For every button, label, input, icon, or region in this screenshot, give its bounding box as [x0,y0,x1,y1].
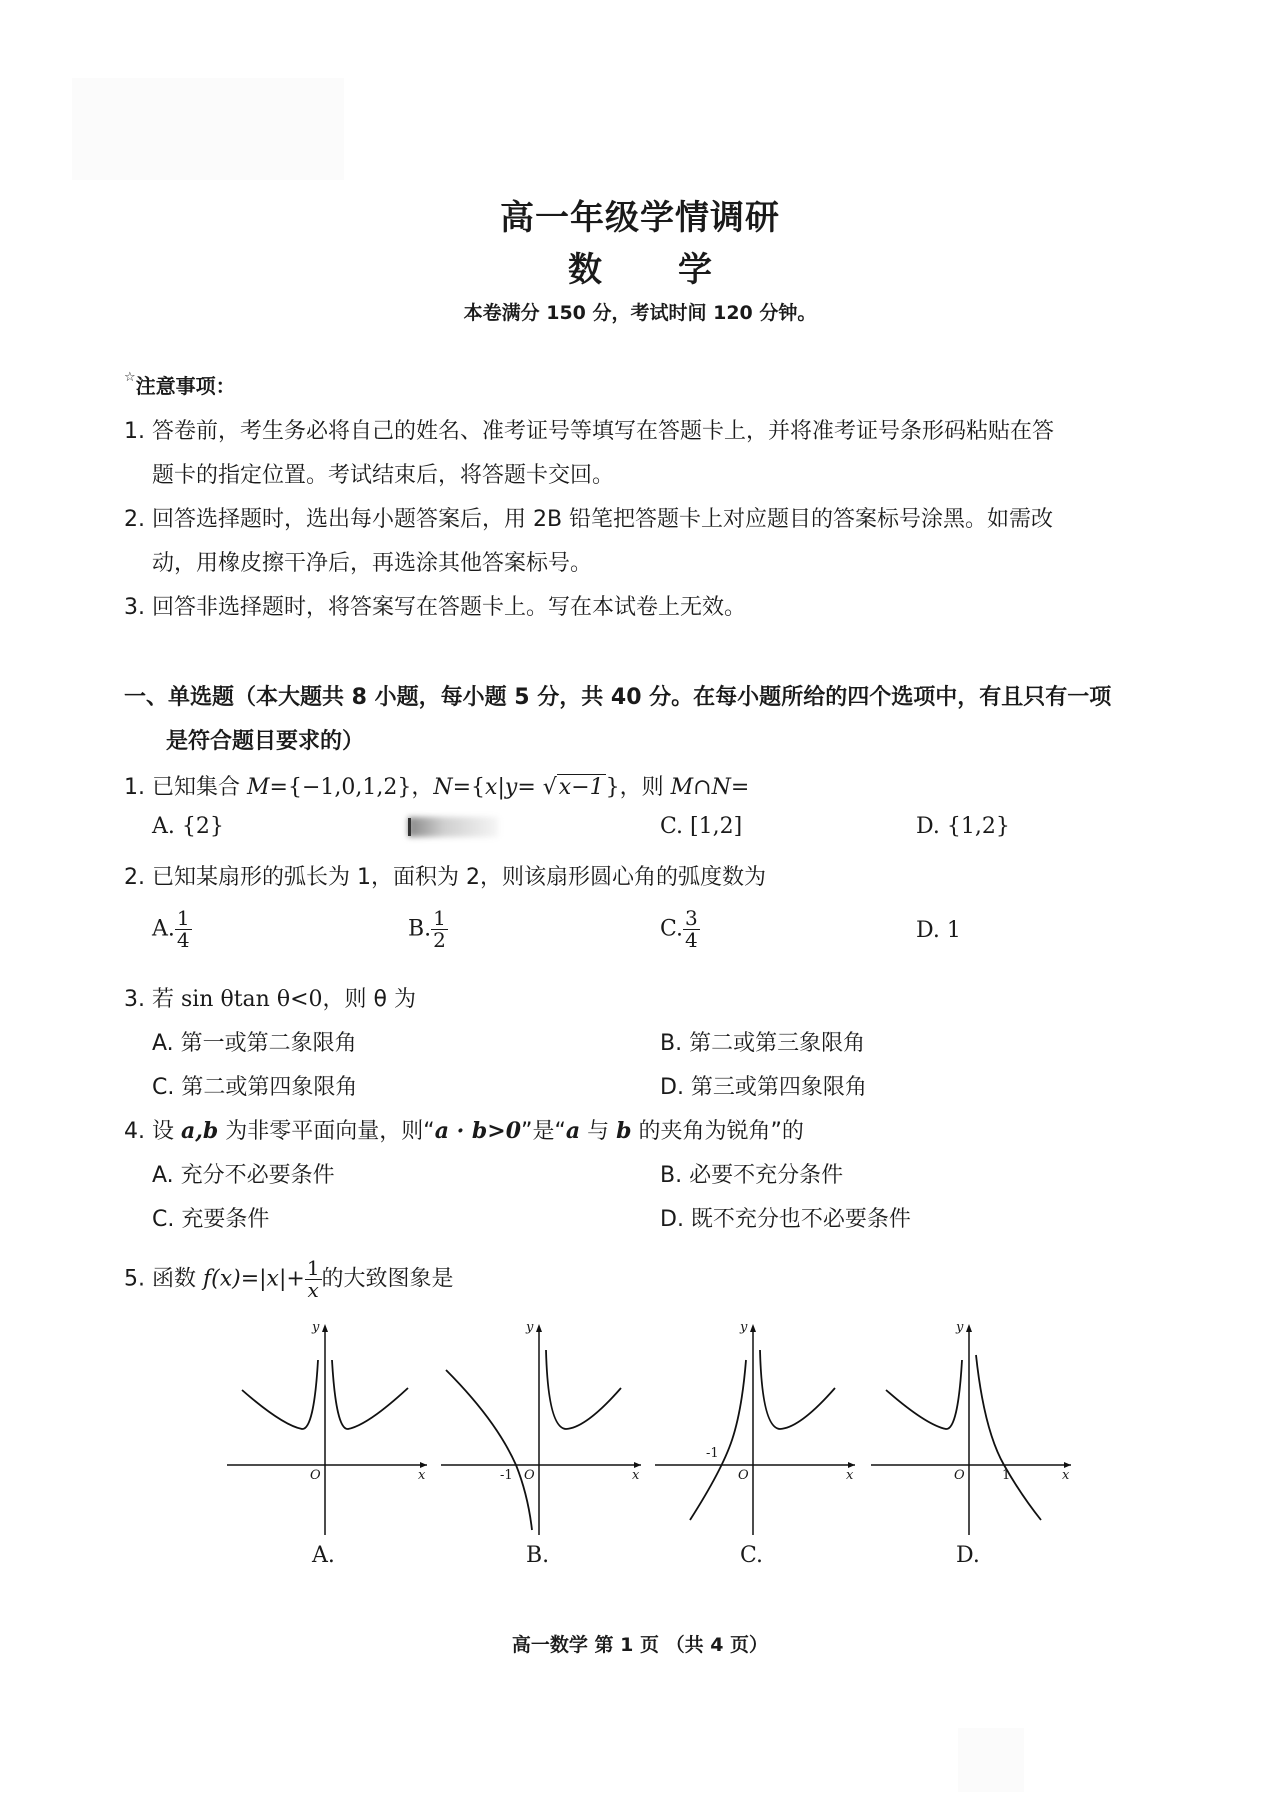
q3-option-a: A. 第一或第二象限角 [152,1031,357,1056]
numerator: 1 [176,906,190,930]
fraction [431,908,448,951]
graph-option-b [436,1320,646,1540]
denominator: x [307,1278,319,1302]
scan-artifact-bottom-right [958,1728,1024,1792]
q4-condition: a · b>0 [434,1118,522,1144]
q2-option-b [408,908,448,951]
q4-with: 与 [580,1119,617,1144]
graph-a-plot [222,1320,432,1540]
x-axis-label: x [632,1468,640,1483]
graph-option-a [222,1320,432,1540]
star-icon: ☆ [124,370,136,385]
q4-option-a: A. 充分不必要条件 [152,1163,335,1188]
graph-c-label: C. [740,1543,764,1568]
fraction [305,1258,322,1301]
denominator: 4 [176,928,190,952]
q4-suffix: 的夹角为锐角”的 [631,1119,804,1144]
notice-item-2-line-1: 2. 回答选择题时，选出每小题答案后，用 2B 铅笔把答题卡上对应题目的答案标号涂黑。如需改 [124,507,1054,532]
q1-bar: | [497,775,505,800]
q4-option-d: D. 既不充分也不必要条件 [660,1207,911,1232]
graph-b-label: B. [526,1543,550,1568]
numerator: 1 [433,906,446,930]
x-axis-label: x [846,1468,854,1483]
notice-heading [124,370,236,399]
notice-item-1-line-1: 1. 答卷前，考生务必将自己的姓名、准考证号等填写在答题卡上，并将准考证号条形码粘贴在答 [124,419,1054,444]
q1-eq1: ={−1,0,1,2}， [269,775,434,800]
graph-option-c [650,1320,860,1540]
tick-label: -1 [500,1468,513,1483]
q4-a: a [565,1118,581,1144]
q2-option-d: D. 1 [916,918,961,943]
origin-label: O [524,1468,535,1483]
q4-mid: 为非零平面向量，则“ [218,1119,435,1144]
q2-c-label: C. [660,916,684,942]
fraction [175,908,192,951]
question-3-stem [124,982,416,1013]
numerator: 3 [685,906,698,930]
notice-heading-text: 注意事项： [135,374,236,398]
x-axis-label: x [418,1468,426,1483]
q1-eq4: }，则 [605,775,671,800]
graph-b-plot [436,1320,646,1540]
q3-option-d: D. 第三或第四象限角 [660,1075,867,1100]
q1-eq3: = [517,775,543,800]
page-footer: 高一数学 第 1 页 （共 4 页） [511,1634,769,1656]
y-axis-label: y [312,1320,320,1335]
denominator: 2 [433,928,446,952]
q3-suffix: ，则 θ 为 [322,987,416,1012]
q1-option-c: C. [1,2] [660,814,743,839]
q3-option-c: C. 第二或第四象限角 [152,1075,358,1100]
q3-expr: sin θtan θ<0 [180,987,323,1012]
q4-b: b [616,1118,632,1144]
q1-option-b-redacted [408,817,498,837]
q1-option-d: D. {1,2} [916,814,1010,839]
q5-function: f(x)=|x|+ [202,1266,305,1292]
q1-sqrt-content: x−1 [558,775,604,800]
graph-a-label: A. [312,1543,335,1568]
q1-x: x [485,775,498,800]
graph-d-plot [866,1320,1076,1540]
question-2-stem: 2. 已知某扇形的弧长为 1，面积为 2，则该扇形圆心角的弧度数为 [124,865,766,890]
subject-char-2: 学 [678,250,712,290]
question-1-stem [124,770,749,801]
q2-option-c [660,908,700,951]
q1-eq2: ={ [452,775,486,800]
q3-prefix: 3. 若 [124,987,181,1012]
notice-item-2-line-2: 动，用橡皮擦干净后，再选涂其他答案标号。 [152,551,593,576]
q4-prefix: 4. 设 [124,1119,181,1144]
exam-subject [0,242,1280,291]
q4-option-c: C. 充要条件 [152,1207,270,1232]
fraction [683,908,700,951]
denominator: 4 [685,928,698,952]
notice-item-3: 3. 回答非选择题时，将答案写在答题卡上。写在本试卷上无效。 [124,595,746,620]
x-axis-label: x [1062,1468,1070,1483]
scan-artifact-top-left [72,78,344,180]
section-heading-line-2: 是符合题目要求的） [166,729,365,754]
origin-label: O [954,1468,965,1483]
subject-char-1: 数 [568,250,602,290]
q1-intersection: M∩N= [670,775,750,800]
question-4-stem [124,1114,804,1145]
graph-d-label: D. [956,1543,980,1568]
tick-label: -1 [706,1446,719,1461]
graph-c-plot [650,1320,860,1540]
q5-prefix: 5. 函数 [124,1266,203,1292]
q5-suffix: 的大致图象是 [321,1266,454,1292]
exam-title: 高一年级学情调研 [500,198,780,238]
exam-meta: 本卷满分 150 分，考试时间 120 分钟。 [463,302,817,324]
notice-item-1-line-2: 题卡的指定位置。考试结束后，将答题卡交回。 [152,463,615,488]
q4-mid2: ”是“ [521,1119,566,1144]
origin-label: O [310,1468,321,1483]
q1-N: N [433,775,453,800]
q2-option-a [152,908,192,951]
q4-vectors: a,b [180,1118,219,1144]
y-axis-label: y [740,1320,748,1335]
q1-option-b-redacted-edge [408,818,411,836]
y-axis-label: y [526,1320,534,1335]
numerator: 1 [306,1256,320,1280]
section-heading-line-1: 一、单选题（本大题共 8 小题，每小题 5 分，共 40 分。在每小题所给的四个选项中，有且只有一项 [124,685,1112,710]
q3-option-b: B. 第二或第三象限角 [660,1031,866,1056]
origin-label: O [738,1468,749,1483]
q1-option-a: A. {2} [152,814,224,839]
y-axis-label: y [956,1320,964,1335]
q2-b-label: B. [408,916,432,942]
graph-option-d [866,1320,1076,1540]
q4-option-b: B. 必要不充分条件 [660,1163,844,1188]
tick-label: 1 [1002,1468,1011,1483]
q1-y: y [504,775,518,800]
q1-prefix: 1. 已知集合 [124,775,247,800]
q1-M: M [246,775,270,800]
q2-a-label: A. [152,916,175,942]
question-5-stem [124,1258,454,1301]
sqrt-symbol: √ [542,775,557,800]
